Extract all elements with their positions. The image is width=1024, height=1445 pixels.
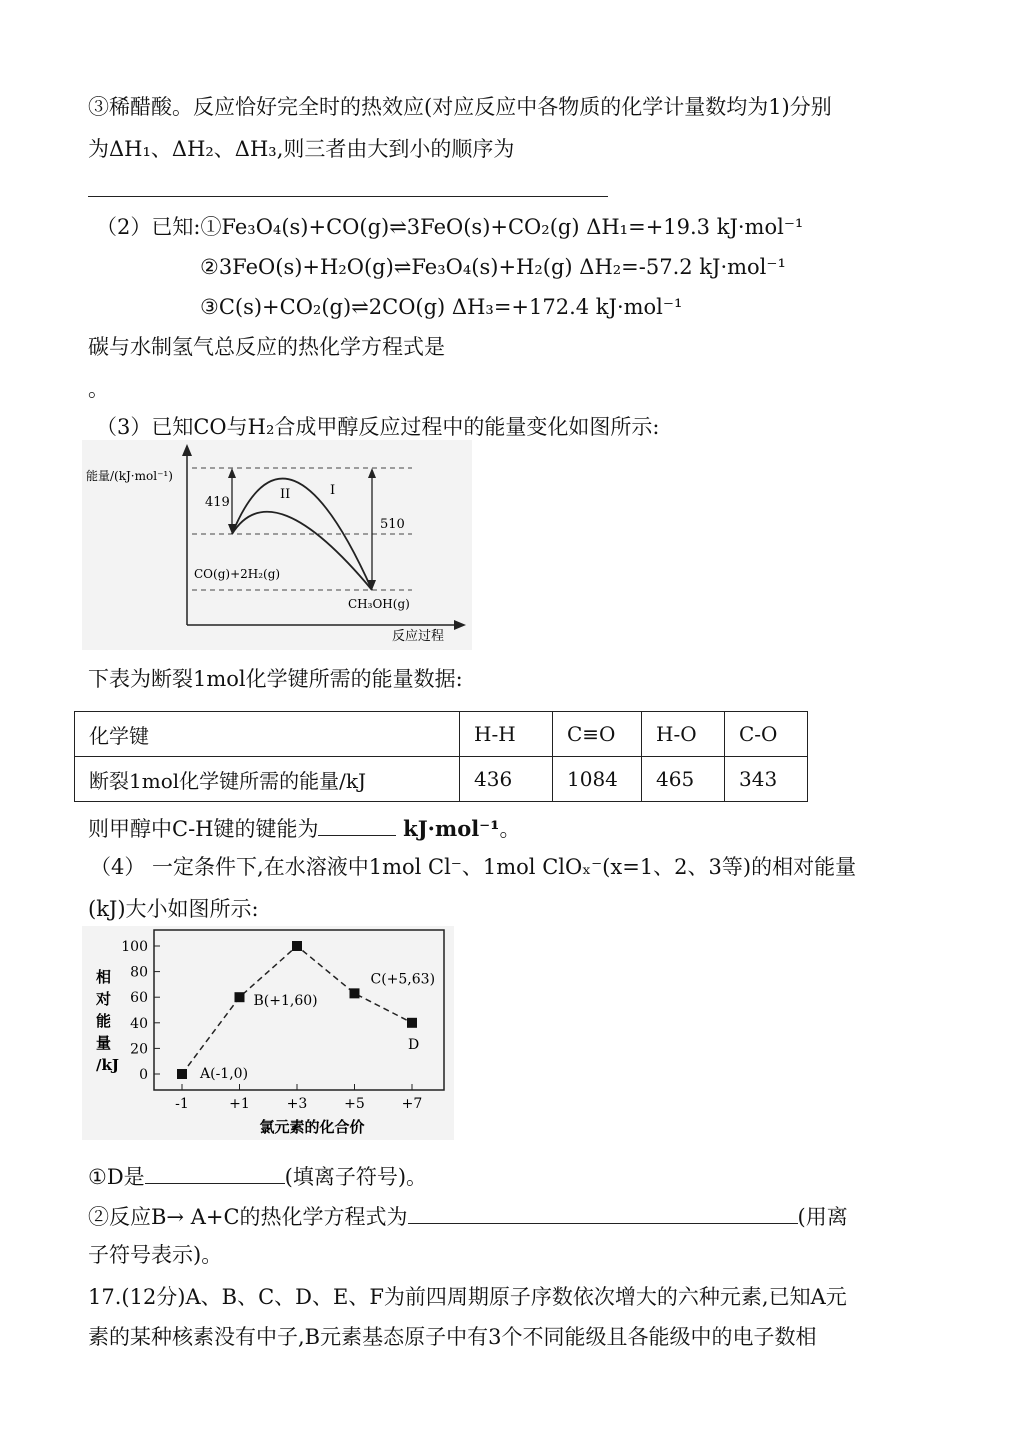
answer-prefix: 则甲醇中C-H键的键能为 (88, 817, 319, 841)
answer-blank-order[interactable] (88, 196, 608, 197)
chart-ylabel-char: 相 (96, 968, 112, 986)
label-419: 419 (205, 495, 230, 510)
x-tick-label: +1 (229, 1096, 250, 1112)
q3-intro: （3）已知CO与H₂合成甲醇反应过程中的能量变化如图所示: (96, 415, 660, 439)
data-label: D (408, 1036, 420, 1053)
curve-II-label: II (280, 487, 291, 502)
q4-sub2-cont: 子符号表示)。 (88, 1243, 223, 1267)
answer-blank-ch[interactable] (318, 817, 396, 836)
curve-I-label: I (330, 483, 336, 498)
y-tick-label: 60 (130, 990, 148, 1007)
table-cell: 1084 (553, 757, 642, 802)
bond-energy-table (74, 711, 808, 802)
data-point (235, 992, 245, 1002)
relative-energy-chart (82, 926, 454, 1140)
q3-answer (88, 814, 520, 844)
x-tick-label: +5 (344, 1096, 365, 1112)
answer-blank-d[interactable] (145, 1165, 285, 1184)
q4-sub2 (88, 1202, 848, 1232)
q2-eq3: ③C(s)+CO₂(g)⇌2CO(g) ΔH₃=+172.4 kJ·mol⁻¹ (200, 295, 683, 319)
table-header-cell: C≡O (553, 712, 642, 757)
chart-xlabel: 氯元素的化合价 (259, 1118, 365, 1136)
q2-eq2: ②3FeO(s)+H₂O(g)⇌Fe₃O₄(s)+H₂(g) ΔH₂=-57.2 kJ·mol⁻¹ (200, 255, 786, 279)
x-tick-label: +3 (286, 1096, 308, 1112)
x-tick-label: -1 (175, 1096, 189, 1112)
answer-end: 。 (499, 817, 521, 841)
table-header-cell: C-O (725, 712, 808, 757)
table-header-cell: H-O (642, 712, 725, 757)
energy-diagram (82, 440, 472, 650)
intro-line-1: ③稀醋酸。反应恰好完全时的热效应(对应反应中各物质的化学计量数均为1)分别 (88, 95, 832, 119)
chart-ylabel-char: 量 (96, 1034, 112, 1052)
label-510: 510 (380, 517, 405, 532)
data-point (292, 941, 302, 951)
q4-sub1 (88, 1162, 427, 1192)
table-header-cell: H-H (460, 712, 553, 757)
chart-ylabel-char: 对 (96, 990, 112, 1008)
q4-line-1: （4） 一定条件下,在水溶液中1mol Cl⁻、1mol ClOₓ⁻(x=1、2、3等)的相对能量 (90, 855, 857, 879)
energy-ylabel: 能量/(kJ·mol⁻¹) (86, 469, 173, 483)
table-row (75, 712, 808, 757)
x-tick-label: +7 (401, 1096, 423, 1112)
answer-unit: kJ·mol⁻¹ (403, 816, 500, 841)
sub2-suffix: (用离 (797, 1205, 848, 1229)
y-tick-label: 20 (130, 1041, 148, 1058)
sub1-prefix: ①D是 (88, 1165, 145, 1189)
energy-xlabel: 反应过程 (392, 629, 445, 644)
table-row (75, 757, 808, 802)
table-intro: 下表为断裂1mol化学键所需的能量数据: (88, 667, 463, 691)
q2-ask: 碳与水制氢气总反应的热化学方程式是 (88, 335, 445, 359)
reactants-label: CO(g)+2H₂(g) (194, 567, 281, 581)
y-tick-label: 100 (121, 939, 148, 955)
q2-eq1: ①Fe₃O₄(s)+CO(g)⇌3FeO(s)+CO₂(g) ΔH₁=+19.3 kJ·mol⁻¹ (200, 215, 804, 239)
q2-label: （2）已知: (96, 215, 201, 239)
table-cell: 436 (460, 757, 553, 802)
q2-line-1 (96, 212, 803, 242)
y-tick-label: 0 (139, 1067, 148, 1083)
table-header-cell: 化学键 (75, 712, 460, 757)
y-tick-label: 80 (130, 964, 148, 981)
data-point (350, 988, 360, 998)
table-cell: 343 (725, 757, 808, 802)
data-label: A(-1,0) (200, 1066, 249, 1082)
chart-ylabel-char: 能 (96, 1012, 112, 1030)
data-point (177, 1069, 187, 1079)
q17-line-1: 17.(12分)A、B、C、D、E、F为前四周期原子序数依次增大的六种元素,已知A元 (88, 1285, 847, 1309)
q4-line-2: (kJ)大小如图所示: (88, 897, 259, 921)
chart-ylabel-char: /kJ (96, 1056, 119, 1074)
data-label: B(+1,60) (253, 993, 318, 1010)
sub2-prefix: ②反应B→ A+C的热化学方程式为 (88, 1205, 408, 1229)
q17-line-2: 素的某种核素没有中子,B元素基态原子中有3个不同能级且各能级中的电子数相 (88, 1325, 817, 1349)
product-label: CH₃OH(g) (348, 597, 410, 611)
table-cell: 465 (642, 757, 725, 802)
q2-end: 。 (88, 377, 109, 401)
data-label: C(+5,63) (370, 971, 436, 988)
sub1-suffix: (填离子符号)。 (284, 1165, 428, 1189)
answer-blank-eq[interactable] (408, 1205, 798, 1224)
table-cell: 断裂1mol化学键所需的能量/kJ (75, 757, 460, 802)
y-tick-label: 40 (130, 1015, 148, 1032)
data-point (407, 1018, 417, 1028)
intro-line-2: 为ΔH₁、ΔH₂、ΔH₃,则三者由大到小的顺序为 (88, 137, 515, 161)
